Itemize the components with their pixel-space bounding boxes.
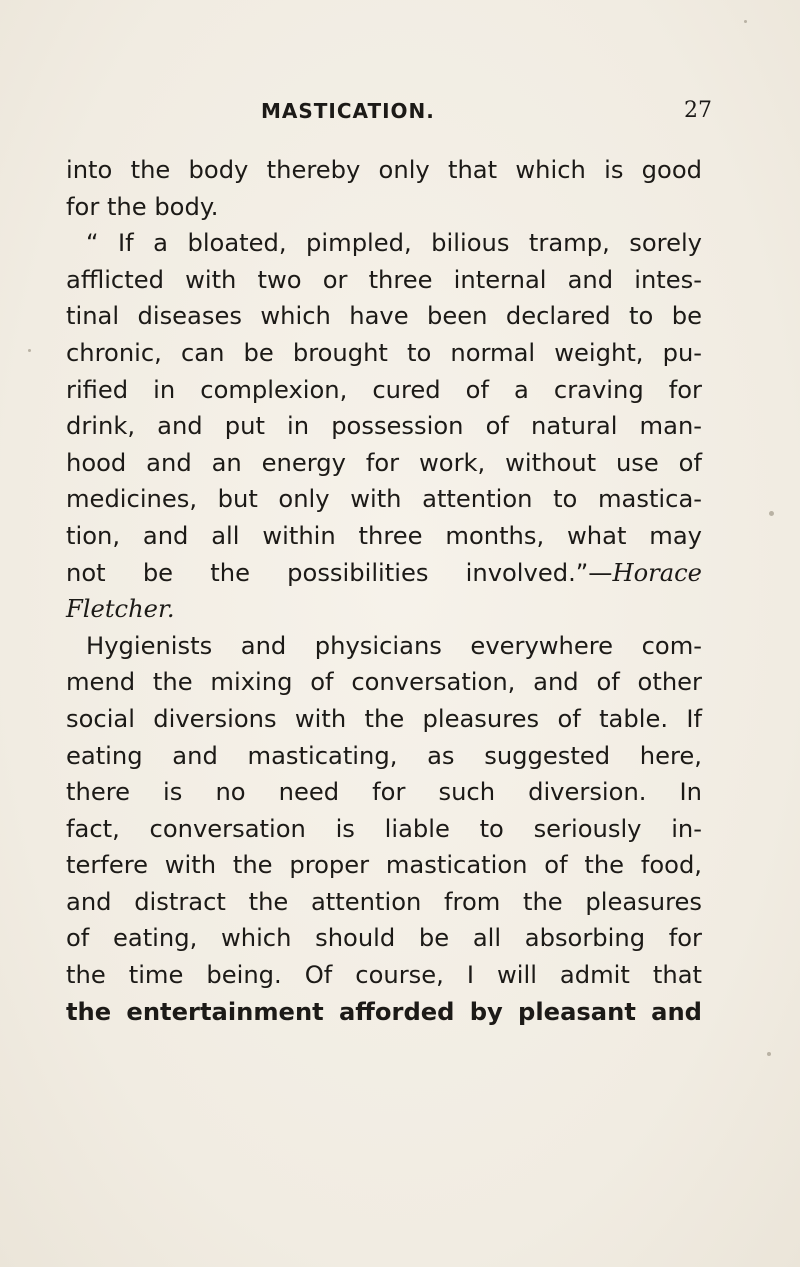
text-line: tinal diseases which have been declared to be xyxy=(66,302,702,331)
page-number: 27 xyxy=(684,98,712,123)
paper-speck xyxy=(767,1052,771,1056)
text-line: for the body. xyxy=(66,192,219,221)
text-line: fact, conversation is liable to seriously in- xyxy=(66,814,702,843)
body-text xyxy=(66,152,702,1030)
text-line: there is no need for such diversion. In xyxy=(66,778,702,807)
running-title: MASTICATION. xyxy=(261,99,435,123)
text-line: rified in complexion, cured of a craving for xyxy=(66,375,702,404)
quote-opening-line: “ If a bloated, pimpled, bilious tramp, sorely xyxy=(86,229,702,258)
text-line: the entertainment afforded by pleasant and xyxy=(66,997,702,1026)
text-line: afflicted with two or three internal and intes- xyxy=(66,265,702,294)
quote-closing-text: not be the possibilities involved.”— xyxy=(66,558,613,587)
paragraph-opening-line: Hygienists and physicians everywhere com- xyxy=(86,631,702,660)
running-head xyxy=(261,96,761,128)
text-line: terfere with the proper mastication of the food, xyxy=(66,851,702,880)
text-line: tion, and all within three months, what may xyxy=(66,521,702,550)
text-line: the time being. Of course, I will admit that xyxy=(66,961,702,990)
attribution-last-name: Fletcher. xyxy=(66,595,175,624)
text-line: drink, and put in possession of natural man- xyxy=(66,412,702,441)
text-line: mend the mixing of conversation, and of other xyxy=(66,668,702,697)
text-line: eating and masticating, as suggested here, xyxy=(66,741,702,770)
paper-speck xyxy=(769,511,774,516)
paper-speck xyxy=(28,349,31,352)
text-line: chronic, can be brought to normal weight, pu- xyxy=(66,338,702,367)
attribution-first-name: Horace xyxy=(612,558,702,587)
text-line: hood and an energy for work, without use of xyxy=(66,448,702,477)
text-line: of eating, which should be all absorbing for xyxy=(66,924,702,953)
attribution-line xyxy=(66,555,702,592)
paper-speck xyxy=(744,20,747,23)
text-line: into the body thereby only that which is good xyxy=(66,156,702,184)
text-line: medicines, but only with attention to mastica- xyxy=(66,485,702,514)
text-line: social diversions with the pleasures of table. If xyxy=(66,704,702,733)
text-line: and distract the attention from the pleasures xyxy=(66,887,702,916)
